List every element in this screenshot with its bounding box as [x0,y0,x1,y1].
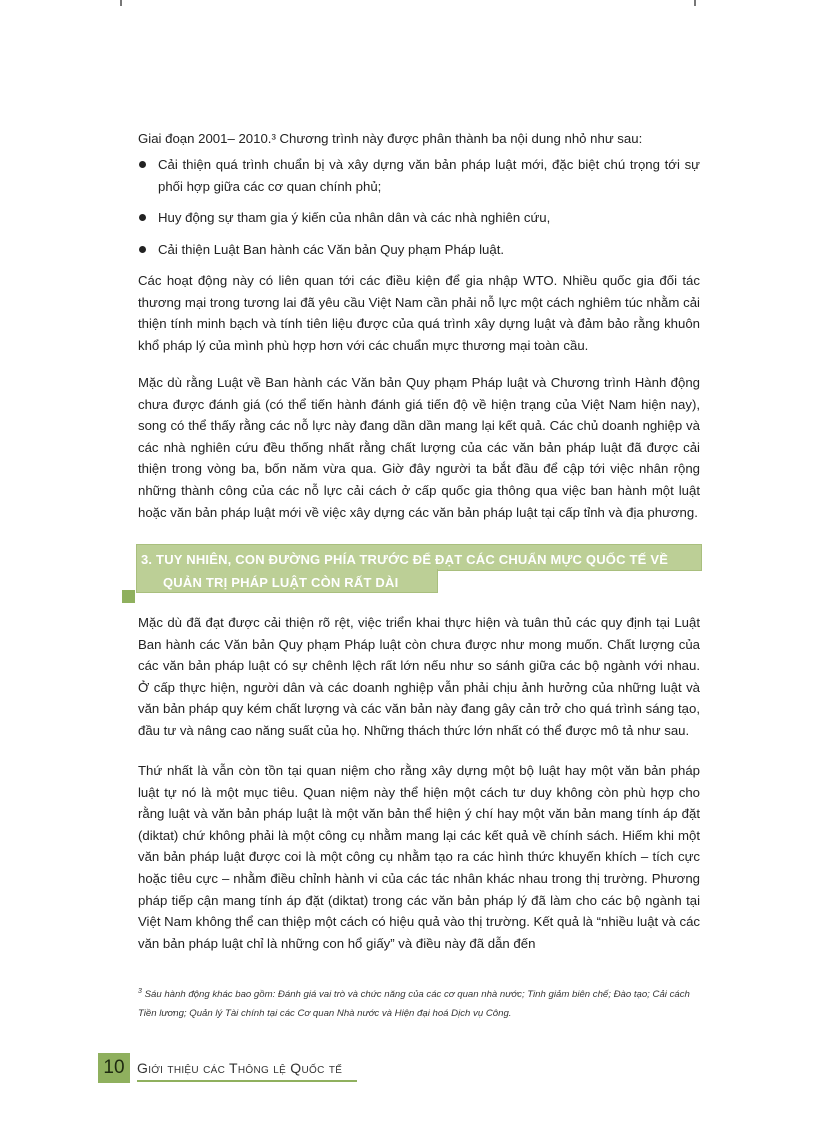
list-item: Cải thiện Luật Ban hành các Văn bản Quy phạm Pháp luật. [138,239,700,261]
crop-mark [120,0,122,6]
paragraph-progress: Mặc dù rằng Luật về Ban hành các Văn bản Quy phạm Pháp luật và Chương trình Hành động chưa được đánh giá (có thể tiến hành đánh giá tiến độ về hiện trạng của Việt Nam hiện nay), song có thể thấy rằng các nỗ lực này đang dần dần mang lại kết quả. Các chủ doanh nghiệp và các nhà nghiên cứu đều thống nhất rằng chất lượng của các văn bản pháp luật đã được cải thiện trong vòng ba, bốn năm vừa qua. Giờ đây người ta bắt đầu để cập tới việc nhân rộng những thành công của các nỗ lực cải cách ở cấp quốc gia thông qua việc ban hành một luật hoặc văn bản pháp luật mới về việc xây dựng các văn bản pháp luật tại cấp tỉnh và địa phương. [138,375,700,520]
heading-line-2: QUẢN TRỊ PHÁP LUẬT CÒN RẤT DÀI [163,575,399,590]
paragraph-first-challenge: Thứ nhất là vẫn còn tồn tại quan niệm cho rằng xây dựng một bộ luật hay một văn bản pháp luật tự nó là một mục tiêu. Quan niệm này thể hiện một cách tư duy không còn phù hợp cho rằng luật và văn bản pháp luật là một văn bản thể hiện ý chí hay một văn bản mang tính áp đặt (diktat) chứ không phải là một công cụ nhằm mang lại các kết quả về chính sách. Hiếm khi một văn bản pháp luật được coi là một công cụ nhằm tạo ra các hình thức khuyến khích – tích cực hoặc tiêu cực – nhằm điều chỉnh hành vi của các tác nhân khác nhau trong thị trường. Phương pháp tiếp cận mang tính áp đặt (diktat) trong các văn bản pháp lý đã làm cho các bộ ngành tại Việt Nam không thể can thiệp một cách có hiệu quả vào thị trường. Kết quả là “nhiều luật và các văn bản pháp luật chỉ là những con hổ giấy” và điều này đã dẫn đến [138,763,700,951]
section-heading-text [141,548,697,594]
intro-paragraph: Giai đoạn 2001– 2010.³ Chương trình này được phân thành ba nội dung nhỏ như sau: [138,131,643,146]
footnote-marker: 3 [138,988,142,995]
footer-divider [137,1080,357,1082]
running-footer-title: Giới thiệu các Thông lệ Quốc tế [137,1060,343,1076]
bullet-icon [139,214,146,221]
list-item: Cải thiện quá trình chuẩn bị và xây dựng văn bản pháp luật mới, đặc biệt chú trọng tới sự phối hợp giữa các cơ quan chính phủ; [138,154,700,197]
footnote [138,982,702,1023]
paragraph-implementation: Mặc dù đã đạt được cải thiện rõ rệt, việc triển khai thực hiện và tuân thủ các quy định tại Luật Ban hành các Văn bản Quy phạm Pháp luật còn chưa được như mong muốn. Chất lượng của các văn bản pháp luật có sự chênh lệch rất lớn nếu như so sánh giữa các bộ ngành với nhau. Ở cấp thực hiện, người dân và các doanh nghiệp vẫn phải chịu ảnh hưởng của những luật và văn bản pháp quy kém chất lượng và các văn bản này đang gây cản trở cho quá trình sáng tạo, đầu tư và nâng cao năng suất của họ. Những thách thức lớn nhất có thể được mô tả như sau. [138,615,700,738]
section-heading [136,544,702,604]
crop-mark [694,0,696,6]
heading-line-1: 3. TUY NHIÊN, CON ĐƯỜNG PHÍA TRƯỚC ĐỂ ĐẠT CÁC CHUẨN MỰC QUỐC TẾ VỀ [141,552,669,567]
bullet-list [138,154,700,270]
bullet-icon [139,161,146,168]
footnote-text: Sáu hành động khác bao gồm: Đánh giá vai trò và chức năng của các cơ quan nhà nước; Tinh giảm biên chế; Đào tạo; Cải cách Tiền lương; Quản lý Tài chính tại các Cơ quan Nhà nước và Hiện đại hoá Dịch vụ Công. [138,989,690,1020]
page-number: 10 [98,1053,130,1083]
bullet-icon [139,246,146,253]
list-item: Huy động sự tham gia ý kiến của nhân dân và các nhà nghiên cứu, [138,207,700,229]
paragraph-wto: Các hoạt động này có liên quan tới các điều kiện để gia nhập WTO. Nhiều quốc gia đối tác thương mại trong tương lai đã yêu cầu Việt Nam cần phải nỗ lực một cách nghiêm túc nhằm cải thiện tính minh bạch và tính tiên liệu được của quá trình xây dựng luật và đảm bảo rằng khuôn khổ pháp lý của mình phù hợp hơn với các chuẩn mực thương mại toàn cầu. [138,273,700,353]
section-marker-icon [122,590,135,603]
